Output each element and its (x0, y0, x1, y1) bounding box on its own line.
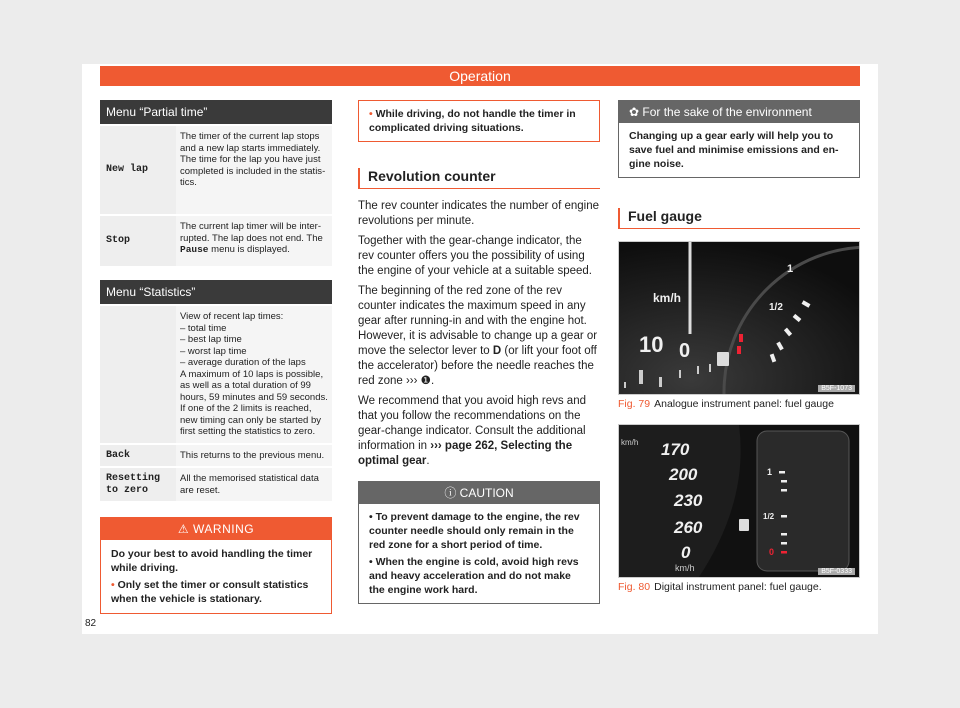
column-left (100, 100, 332, 614)
statistics-heading: Menu “Statistics” (100, 280, 332, 304)
partial-time-heading: Menu “Partial time” (100, 100, 332, 124)
table-row (100, 125, 332, 215)
row-value (176, 215, 332, 266)
speed-label-260: 260 (674, 518, 703, 537)
rev-counter-title: Revolution counter (358, 168, 600, 189)
fuel-label-full: 1 (767, 467, 773, 477)
caution-header (359, 482, 599, 504)
figure-caption-text: Analogue instrument panel: fuel gauge (654, 398, 834, 410)
caution-reference: ››› ❶. (405, 375, 435, 387)
environment-title: For the sake of the environment (642, 105, 812, 119)
speed-label-200: 200 (669, 465, 698, 484)
row-value: This returns to the previous menu. (176, 444, 332, 468)
driving-note-text: While driving, do not handle the timer in complicated driving situations. (369, 108, 576, 134)
warning-bullet-text: Only set the timer or consult statistics when the vehicle is stationary. (111, 579, 309, 605)
bullet-icon: • (111, 579, 118, 591)
column-middle (358, 100, 600, 604)
fuel-gauge-title: Fuel gauge (618, 208, 860, 229)
speed-label-230: 230 (674, 491, 703, 510)
paragraph-text: The beginning of the red zone of the rev counter indicates the maximum speed in any gear after running-in and with the engine hot. However, it is advisable to change up a gear or move the selector lever to (358, 285, 598, 357)
gauge-label-0: 0 (679, 340, 691, 362)
unit-label-kmh: km/h (675, 563, 695, 573)
figure-79-caption (618, 398, 860, 410)
paragraph: The rev counter indicates the number of engine revolutions per minute. (358, 200, 600, 227)
environment-text: Changing up a gear early will help you to save fuel and minimise emissions and engine noise. (629, 130, 839, 170)
caution-bullet (369, 555, 589, 597)
row-value-text: menu is displayed. (208, 244, 290, 255)
figure-79-image (618, 241, 860, 395)
row-value (176, 305, 332, 444)
paragraph (358, 394, 600, 469)
warning-title: WARNING (193, 522, 255, 536)
figure-number: Fig. 80 (618, 581, 651, 593)
row-key: New lap (100, 125, 176, 215)
warning-box (100, 517, 332, 614)
figure-80-image (618, 424, 860, 578)
figure-80-caption (618, 581, 860, 593)
table-row (100, 215, 332, 266)
bullet-icon: • (369, 556, 376, 568)
paragraph-text: (or lift your foot off the accelerator) before the needle reaches the red zone (358, 345, 597, 387)
figure-code: B5F-0333 (818, 568, 855, 575)
caution-body (359, 504, 599, 603)
partial-time-table (100, 124, 332, 266)
row-key (100, 305, 176, 444)
gauge-label-10: 10 (639, 332, 664, 357)
table-row (100, 305, 332, 444)
stat-line: If one of the 2 limits is reached, new timing can only be started by first setting the statistics to zero. (180, 403, 321, 437)
digital-gauge-illustration (619, 425, 859, 577)
warning-triangle-icon: ⚠ (177, 522, 194, 536)
caution-box (358, 481, 600, 604)
stat-line: View of recent lap times: (180, 311, 284, 322)
paragraph (358, 284, 600, 389)
caution-bullet-text: When the engine is cold, avoid high revs and heavy acceleration and do not make the engine work hard. (369, 556, 579, 596)
row-key: Resetting to zero (100, 467, 176, 501)
paragraph-text: . (426, 455, 430, 467)
warning-bullet (111, 578, 321, 606)
caution-circle-icon: ⓘ (444, 486, 460, 500)
fuel-label-empty: 0 (769, 547, 775, 557)
caution-bullet-text: To prevent damage to the engine, the rev counter needle should only remain in the red zone for a short period of time. (369, 511, 580, 551)
warning-body (101, 540, 331, 613)
leaf-icon: ✿ (629, 105, 643, 119)
warning-header (101, 518, 331, 540)
gauge-label-kmh: km/h (653, 291, 682, 305)
environment-box (618, 100, 860, 178)
row-value: All the memorised statistical data are reset. (176, 467, 332, 501)
column-right (618, 100, 860, 593)
paragraph: Together with the gear-change indicator, the rev counter offers you the possibility of using the engine of your vehicle at a suitable speed. (358, 235, 592, 277)
row-value-text: The current lap timer will be interrupted. The lap does not end. The (180, 221, 323, 244)
stat-line: – worst lap time (180, 345, 247, 357)
caution-title: CAUTION (459, 486, 514, 500)
page-reference-link[interactable]: ››› page 262, Selecting the optimal gear (358, 440, 573, 467)
row-key: Stop (100, 215, 176, 266)
speed-label-0: 0 (681, 543, 691, 562)
driving-note-box (358, 100, 600, 142)
analogue-gauge-illustration (619, 242, 859, 394)
stat-line: – best lap time (180, 334, 242, 345)
section-header: Operation (100, 66, 860, 86)
stat-line: A maximum of 10 laps is possible, as well as a total duration of 99 hours, 59 minutes and 59 seconds. (180, 368, 328, 403)
speed-label-170: 170 (661, 440, 690, 459)
page-number: 82 (85, 618, 97, 629)
stat-line: – total time (180, 322, 227, 334)
fuel-label-half: 1/2 (763, 512, 775, 521)
bullet-icon: • (369, 108, 376, 120)
row-value: The timer of the current lap stops and a new lap starts immediately. The time for the lap you have just completed is included in the statistics. (176, 125, 332, 215)
warning-text: Do your best to avoid handling the timer while driving. (111, 548, 313, 574)
unit-label-kmh-corner: km/h (621, 438, 639, 447)
bullet-icon: • (369, 511, 376, 523)
statistics-table (100, 304, 332, 501)
pause-menu-label: Pause (180, 244, 209, 255)
table-row (100, 444, 332, 468)
paragraph-text: We recommend that you avoid high revs and that you follow the recommendations on the gear-change indicator. Consult the additional information in (358, 395, 586, 452)
environment-header (619, 101, 859, 123)
figure-caption-text: Digital instrument panel: fuel gauge. (654, 581, 822, 593)
gear-d-label: D (492, 345, 502, 357)
table-row (100, 467, 332, 501)
row-key: Back (100, 444, 176, 468)
stat-line: – average duration of the laps (180, 357, 306, 368)
figure-code: B5F-1073 (818, 385, 855, 392)
caution-bullet (369, 510, 589, 552)
gauge-label-full: 1 (787, 263, 794, 275)
figure-number: Fig. 79 (618, 398, 651, 410)
page (82, 64, 878, 634)
gauge-label-half: 1/2 (769, 302, 783, 313)
